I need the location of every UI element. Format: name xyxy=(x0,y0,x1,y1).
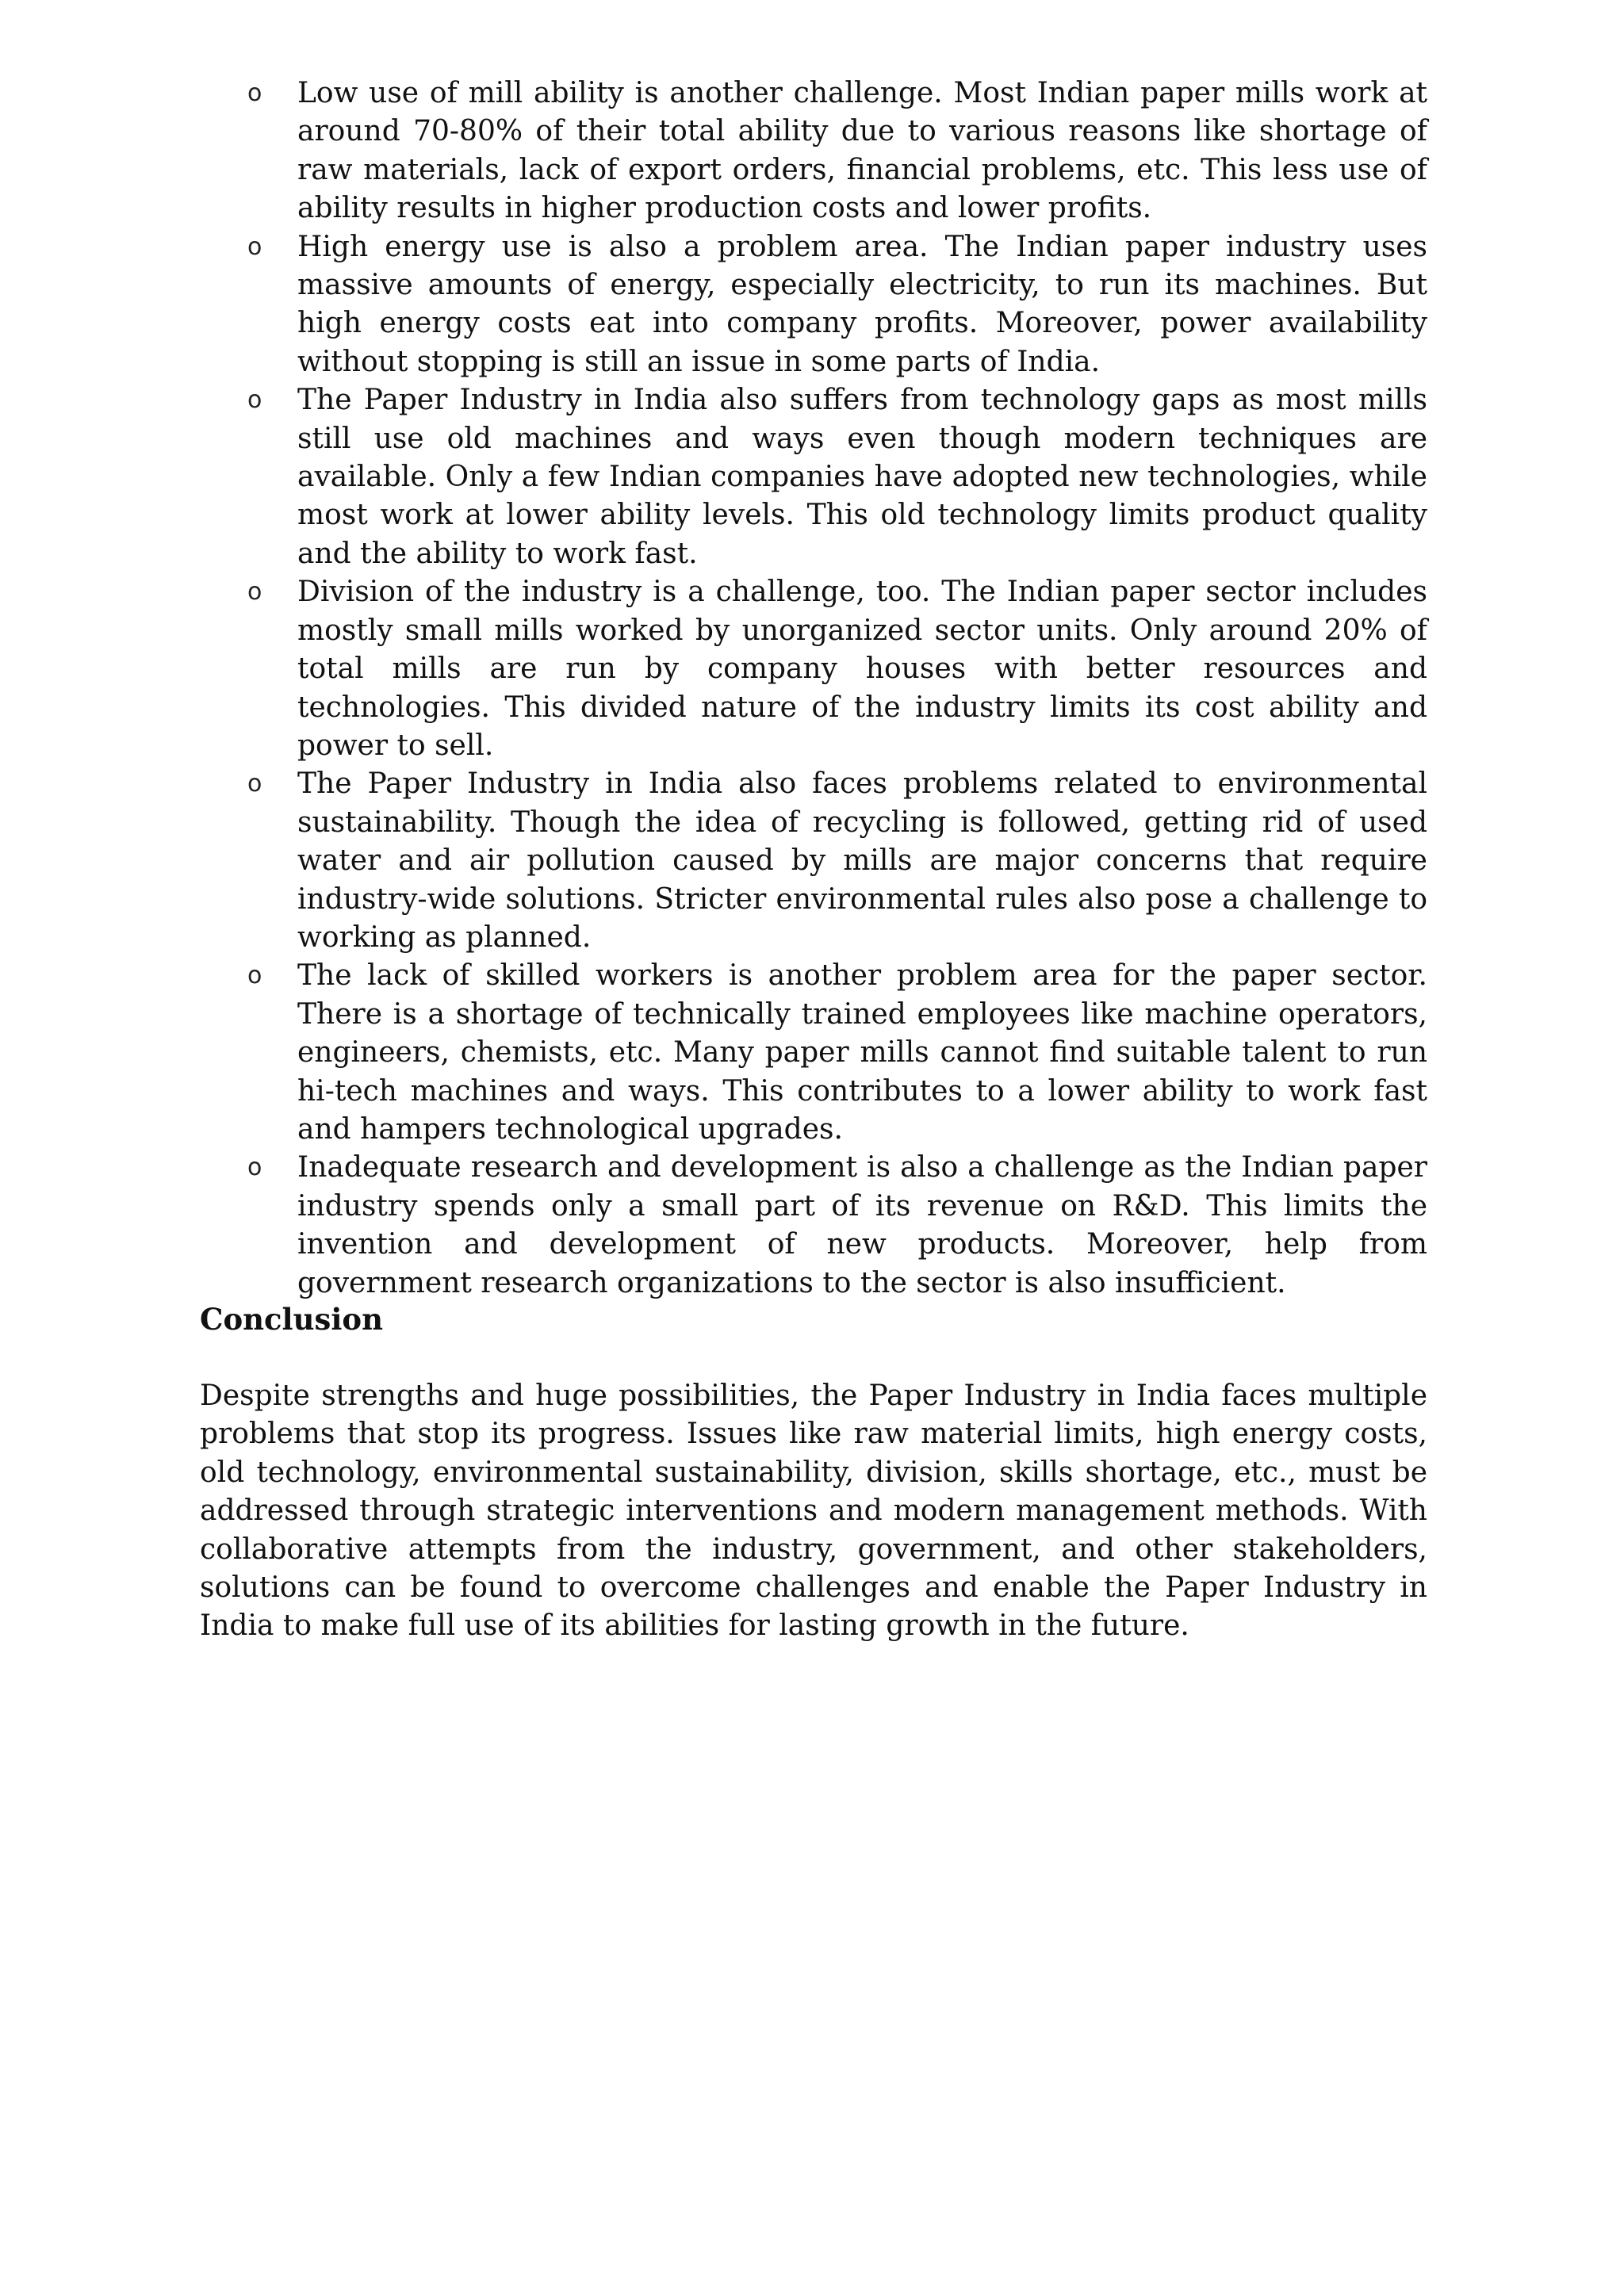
bullet-marker: o xyxy=(247,770,262,798)
bullet-text: The lack of skilled workers is another problem area for the paper sector. There is a shortage of technically trained employees like machine operators, engineers, chemists, etc. Many paper mills cannot find suitable talent to run hi-tech machines and ways. This contributes to a lower ability to work fast and hampers technological upgrades. xyxy=(297,959,1427,1146)
challenges-bullet-list xyxy=(200,75,1427,1303)
bullet-item-technology-gaps xyxy=(200,381,1427,573)
bullet-item-high-energy-use xyxy=(200,228,1427,382)
bullet-item-skilled-workers xyxy=(200,957,1427,1149)
bullet-text: Low use of mill ability is another challenge. Most Indian paper mills work at around 70-80% of their total ability due to various reasons like shortage of raw materials, lack of export orders, financial problems, etc. This less use of ability results in higher production costs and lower profits. xyxy=(297,77,1427,225)
bullet-marker: o xyxy=(247,386,262,415)
bullet-marker: o xyxy=(247,232,262,261)
bullet-text: High energy use is also a problem area. The Indian paper industry uses massive amounts of energy, especially electricity, to run its machines. But high energy costs eat into company profits. Moreover, power availability without stopping is still an issue in some parts of India. xyxy=(297,230,1427,378)
bullet-item-low-mill-ability xyxy=(200,75,1427,228)
bullet-marker: o xyxy=(247,1154,262,1182)
bullet-item-research-development xyxy=(200,1149,1427,1303)
bullet-marker: o xyxy=(247,79,262,107)
bullet-item-environmental-sustainability xyxy=(200,765,1427,957)
bullet-text: Inadequate research and development is also a challenge as the Indian paper industry spends only a small part of its revenue on R&D. This limits the invention and development of new products. Moreover, help from government research organizations to the sector is also insufficient. xyxy=(297,1151,1427,1299)
conclusion-paragraph: Despite strengths and huge possibilities, the Paper Industry in India faces multiple problems that stop its progress. Issues like raw material limits, high energy costs, old technology, environmental sustainability, division, skills shortage, etc., must be addressed through strategic interventions and modern management methods. With collaborative attempts from the industry, government, and other stakeholders, solutions can be found to overcome challenges and enable the Paper Industry in India to make full use of its abilities for lasting growth in the future. xyxy=(200,1380,1427,1643)
conclusion-heading: Conclusion xyxy=(200,1302,383,1337)
bullet-marker: o xyxy=(247,578,262,607)
bullet-text: Division of the industry is a challenge, too. The Indian paper sector includes mostly small mills worked by unorganized sector units. Only around 20% of total mills are run by company houses with better resources and technologies. This divided nature of the industry limits its cost ability and power to sell. xyxy=(297,576,1427,762)
bullet-item-industry-division xyxy=(200,573,1427,765)
bullet-marker: o xyxy=(247,962,262,990)
bullet-text: The Paper Industry in India also suffers from technology gaps as most mills still use old machines and ways even though modern techniques are available. Only a few Indian companies have adopted new technologies, while most work at lower ability levels. This old technology limits product quality and the ability to work fast. xyxy=(297,384,1427,570)
bullet-text: The Paper Industry in India also faces problems related to environmental sustainability. Though the idea of recycling is followed, getting rid of used water and air pollution caused by mills are major concerns that require industry-wide solutions. Stricter environmental rules also pose a challenge to working as planned. xyxy=(297,767,1427,954)
